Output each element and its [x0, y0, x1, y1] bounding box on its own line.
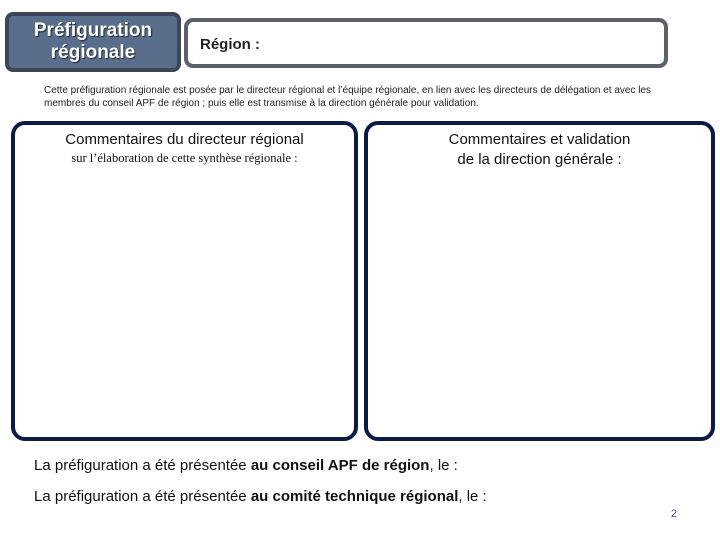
page-title-box — [5, 12, 181, 72]
page-title-line1: Préfiguration — [33, 20, 153, 41]
line2-suffix: , le : — [458, 488, 487, 505]
general-direction-validation-panel[interactable] — [364, 121, 715, 441]
line1-suffix: , le : — [429, 457, 458, 474]
presented-to-technical-committee-line — [34, 488, 487, 505]
region-field[interactable] — [184, 18, 668, 68]
general-direction-validation-title — [368, 130, 711, 170]
page-number: 2 — [670, 508, 677, 520]
line1-prefix: La préfiguration a été présentée — [34, 457, 251, 474]
line2-bold: au comité technique régional — [250, 488, 459, 505]
regional-director-comments-subtitle: sur l’élaboration de cette synthèse régionale : — [71, 151, 298, 165]
regional-director-comments-panel[interactable] — [11, 121, 358, 441]
presented-to-regional-council-line — [34, 457, 458, 474]
regional-director-comments-title: Commentaires du directeur régional — [65, 131, 304, 148]
line2-prefix: La préfiguration a été présentée — [34, 488, 251, 505]
general-direction-title-line1: Commentaires et validation — [448, 131, 631, 148]
line1-bold: au conseil APF de région — [250, 457, 430, 474]
page-title-line2: régionale — [50, 42, 136, 63]
region-label: Région : — [200, 36, 260, 53]
general-direction-title-line2: de la direction générale : — [457, 151, 622, 168]
intro-text: Cette préfiguration régionale est posée par le directeur régional et l’équipe régionale, en lien avec les directeurs de délégation et avec les membres du conseil APF de région ; puis elle est transmise à la direction générale pour validation. — [44, 85, 652, 109]
